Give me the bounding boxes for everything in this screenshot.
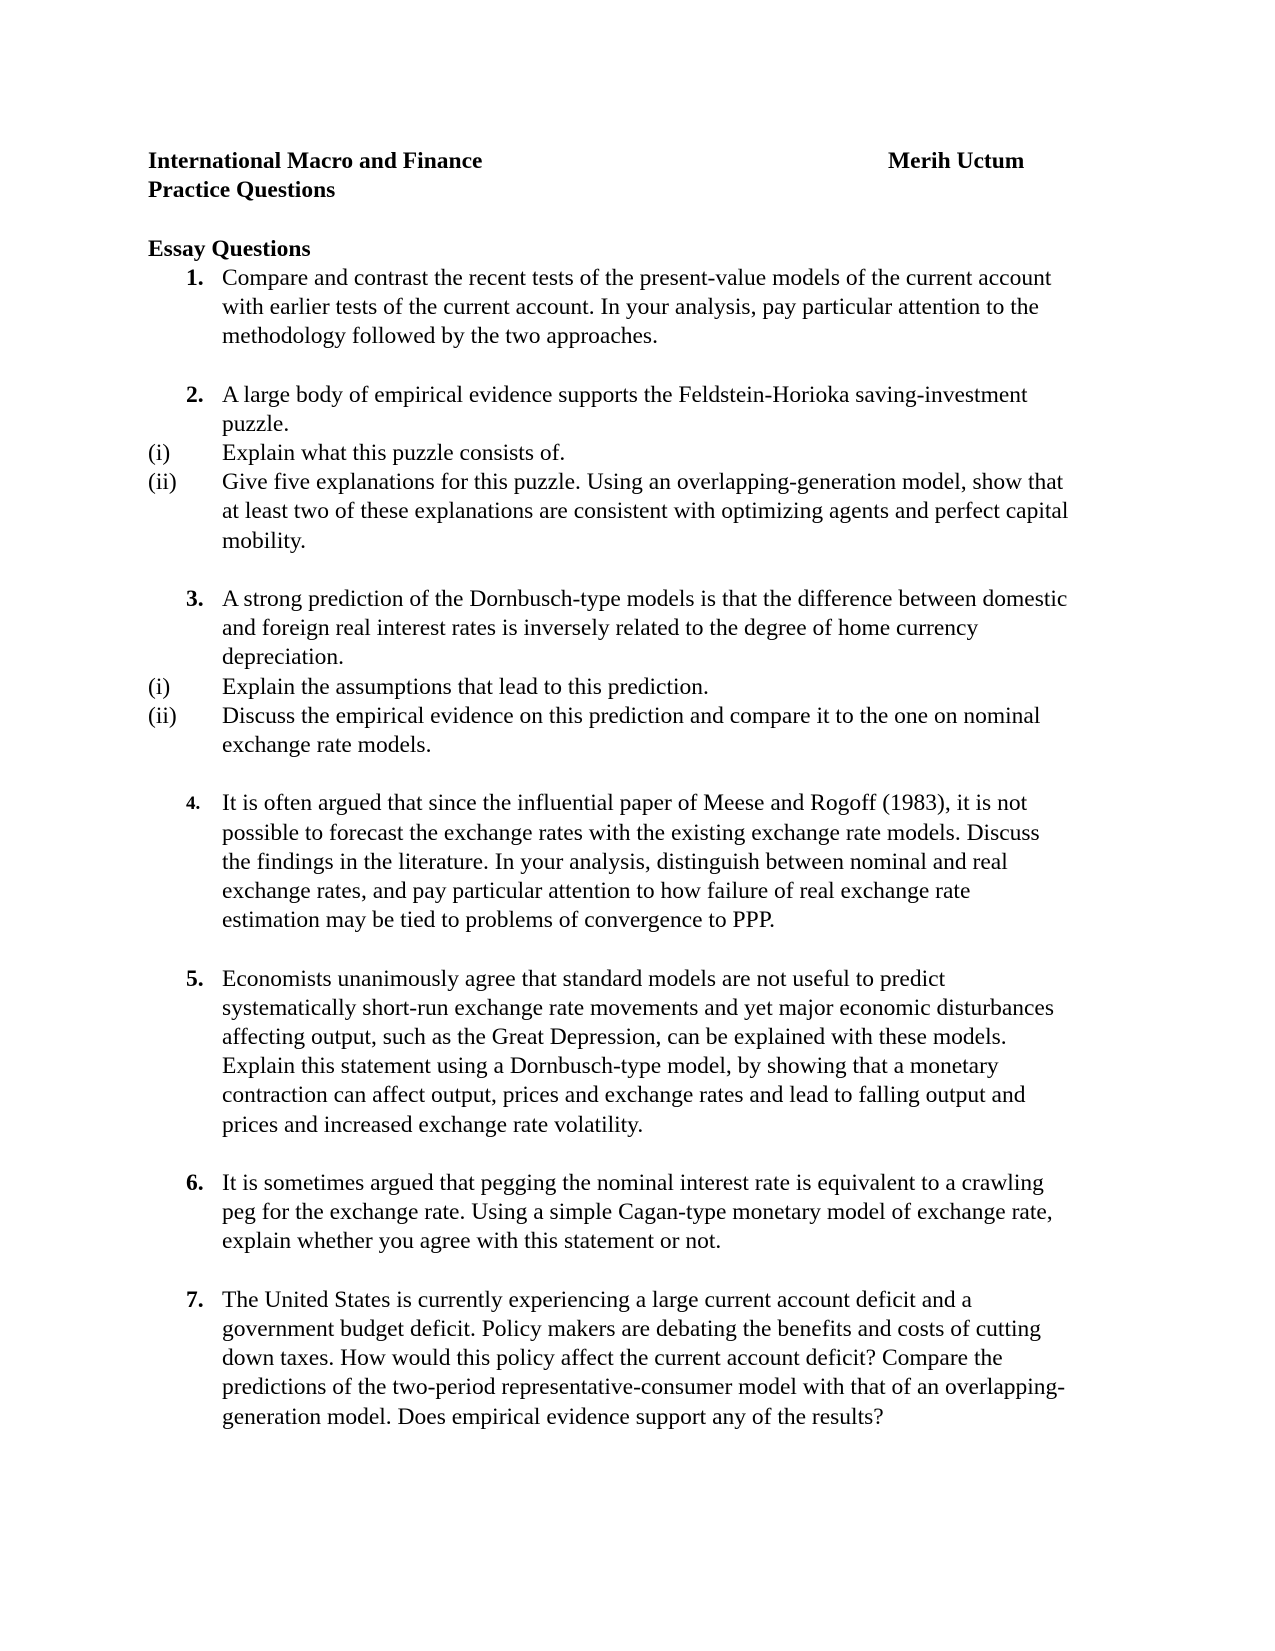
sub-question-label: (i): [148, 439, 171, 466]
question-text: [222, 1169, 1138, 1257]
sub-question-line: mobility.: [222, 527, 306, 554]
document-subtitle: Practice Questions: [148, 177, 336, 204]
sub-question-line: exchange rate models.: [222, 732, 432, 758]
question-text: [222, 965, 1138, 1140]
question-line: Economists unanimously agree that standard models are not useful to predict: [222, 965, 946, 992]
question-line: and foreign real interest rates is inversely related to the degree of home currency: [222, 615, 979, 642]
sub-question-line: Discuss the empirical evidence on this prediction and compare it to the one on nominal: [222, 702, 1041, 729]
question-line: exchange rates, and pay particular attention to how failure of real exchange rate: [222, 878, 971, 904]
question-item: [148, 264, 1138, 352]
sub-question: [148, 702, 1138, 760]
question-number: 4.: [186, 793, 201, 815]
section-title: Essay Questions: [148, 235, 311, 262]
question-text: [222, 585, 1138, 673]
question-text: [222, 1286, 1138, 1432]
question-list: [148, 264, 1138, 1432]
sub-question: [148, 439, 1138, 468]
sub-question-line: Give five explanations for this puzzle. Using an overlapping-generation model, show that: [222, 469, 1064, 496]
question-line: estimation may be tied to problems of convergence to PPP.: [222, 907, 776, 934]
header-row: [148, 147, 1138, 176]
question-line: methodology followed by the two approaches.: [222, 323, 658, 350]
sub-question-line: Explain the assumptions that lead to this prediction.: [222, 673, 709, 700]
question-spacer: [148, 760, 1138, 789]
question-text: [222, 264, 1138, 352]
question-spacer: [148, 1257, 1138, 1286]
question-item: [148, 789, 1138, 935]
question-text: [222, 381, 1138, 439]
question-item: [148, 585, 1138, 673]
question-line: with earlier tests of the current account. In your analysis, pay particular attention to the: [222, 293, 1039, 320]
question-line: possible to forecast the exchange rates with the existing exchange rate models. Discuss: [222, 819, 1040, 846]
question-number: 2.: [186, 381, 204, 408]
question-line: It is often argued that since the influential paper of Meese and Rogoff (1983), it is not: [222, 790, 1028, 817]
question-line: government budget deficit. Policy makers are debating the benefits and costs of cutting: [222, 1316, 1042, 1342]
question-line: prices and increased exchange rate volatility.: [222, 1111, 644, 1138]
question-line: Compare and contrast the recent tests of the present-value models of the current account: [222, 264, 1052, 291]
sub-question-label: (ii): [148, 469, 177, 496]
sub-question: [148, 673, 1138, 702]
question-line: Explain this statement using a Dornbusch-type model, by showing that a monetary: [222, 1053, 999, 1080]
question-line: generation model. Does empirical evidence support any of the results?: [222, 1403, 884, 1430]
sub-question-text: [222, 673, 1138, 702]
question-text: [222, 789, 1138, 935]
sub-question-label: (i): [148, 673, 171, 700]
question-spacer: [148, 1140, 1138, 1169]
sub-question-line: at least two of these explanations are consistent with optimizing agents and perfect capital: [222, 498, 1069, 525]
question-line: down taxes. How would this policy affect the current account deficit? Compare the: [222, 1345, 1003, 1372]
sub-question-text: [222, 702, 1138, 760]
question-line: The United States is currently experiencing a large current account deficit and a: [222, 1286, 972, 1313]
question-line: explain whether you agree with this statement or not.: [222, 1228, 722, 1255]
question-line: the findings in the literature. In your analysis, distinguish between nominal and real: [222, 848, 1008, 875]
question-spacer: [148, 935, 1138, 964]
sub-question-label: (ii): [148, 702, 177, 729]
sub-question-text: [222, 468, 1138, 556]
question-item: [148, 381, 1138, 439]
question-item: [148, 965, 1138, 1140]
question-number: 1.: [186, 264, 204, 291]
question-number: 6.: [186, 1170, 204, 1196]
question-number: 7.: [186, 1286, 204, 1313]
author-name: Merih Uctum: [888, 148, 1025, 174]
question-item: [148, 1169, 1138, 1257]
sub-question-text: [222, 439, 1138, 468]
question-line: systematically short-run exchange rate movements and yet major economic disturbances: [222, 994, 1055, 1021]
question-line: It is sometimes argued that pegging the nominal interest rate is equivalent to a crawling: [222, 1170, 1044, 1196]
question-line: A strong prediction of the Dornbusch-type models is that the difference between domestic: [222, 585, 1068, 612]
sub-question: [148, 468, 1138, 556]
document-page: [148, 147, 1138, 1432]
question-line: affecting output, such as the Great Depression, can be explained with these models.: [222, 1024, 1007, 1050]
question-item: [148, 1286, 1138, 1432]
question-line: contraction can affect output, prices and exchange rates and lead to falling output and: [222, 1082, 1026, 1109]
question-line: A large body of empirical evidence supports the Feldstein-Horioka saving-investment: [222, 381, 1028, 408]
question-number: 5.: [186, 965, 204, 992]
question-line: predictions of the two-period representative-consumer model with that of an overlapping-: [222, 1374, 1066, 1401]
question-spacer: [148, 351, 1138, 380]
question-line: puzzle.: [222, 410, 290, 437]
question-line: peg for the exchange rate. Using a simple Cagan-type monetary model of exchange rate,: [222, 1199, 1053, 1226]
question-line: depreciation.: [222, 644, 345, 671]
course-title: International Macro and Finance: [148, 148, 483, 174]
sub-question-line: Explain what this puzzle consists of.: [222, 439, 566, 466]
question-spacer: [148, 556, 1138, 585]
question-number: 3.: [186, 585, 204, 612]
